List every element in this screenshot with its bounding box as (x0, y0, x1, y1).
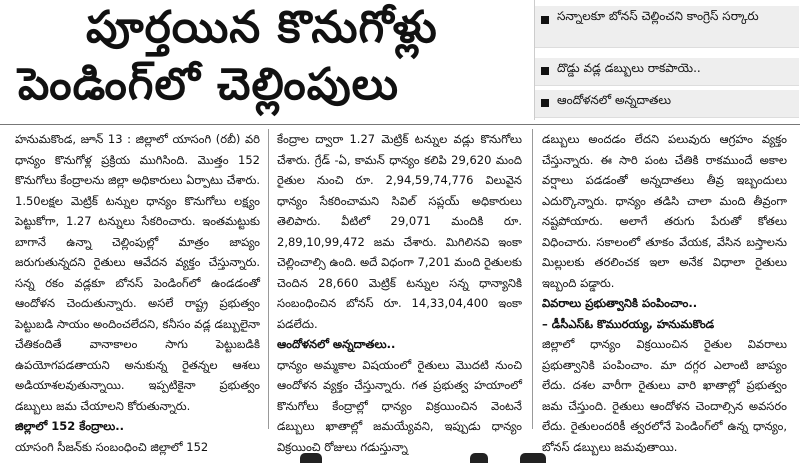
article-paragraph: ధాన్యం అమ్మకాల విషయంలో రైతులు మొదటి నుంచి ఆందోళన వ్యక్తం చేస్తున్నారు. గత ప్రభుత్వ హయాంలో కొనుగోలు కేంద్రాల్లో ధాన్యం విక్రయించిన వెంటనే డబ్బులు ఖాతాల్లో జమయ్యేవని, ఇప్పుడు ధాన్యం విక్రయించి రోజులు గడుస్తున్నా (277, 357, 522, 454)
headline-divider (0, 124, 800, 125)
highlight-label: దొడ్డు వడ్ల డబ్బులు రాకపాయె.. (557, 61, 701, 75)
article-paragraph: హనుమకొండ, జూన్ 13 : జిల్లాలో యాసంగి (రబీ) వరి ధాన్యం కొనుగోళ్ల ప్రక్రియ ముగిసింది. మొత్తం 152 కొనుగోలు కేంద్రాలను జిల్లా అధికారులు ఏర్పాటు చేశారు. 1.50లక్షల మెట్రిక్ టన్నుల ధాన్యం కొనుగోలు లక్ష్యం పెట్టుకోగా, 1.27 టన్నులు సేకరించారు. ఇంతమట్టుకు బాగానే ఉన్నా చెల్లింపుల్లో మాత్రం జాప్యం జరుగుతున్నదని రైతులు ఆవేదన వ్యక్తం చేస్తున్నారు. సన్న రకం వడ్లకూ బోనస్ పెండింగ్‌లో ఉండడంతో ఆందోళన చెందుతున్నారు. అసలే రాష్ట్ర ప్రభుత్వం పెట్టుబడి సాయం అందించలేదని, కనీసం వడ్ల డబ్బులైనా చేతికందితే వానాకాలం సాగు పెట్టుబడికి ఉపయోగపడతాయని అనుకున్న రైతన్నల ఆశలు అడియాశలవుతున్నాయి. ఇప్పటికైనా ప్రభుత్వం డబ్బులు జమ చేయాలని కోరుతున్నారు. (15, 132, 260, 413)
headline-block (0, 0, 530, 120)
column-divider (268, 129, 269, 429)
section-subhead: వివరాలు ప్రభుత్వానికి పంపించాం.. (542, 296, 698, 310)
highlights-sidebar (534, 0, 800, 120)
article-column-3 (542, 129, 787, 457)
highlight-item-3 (535, 90, 799, 118)
article-column-1 (15, 129, 260, 457)
column-divider (532, 129, 533, 429)
article-paragraph: జిల్లాలో ధాన్యం విక్రయించిన రైతుల వివరాలు ప్రభుత్వానికి పంపించాం. మా దగ్గర ఎలాంటి జాప్యం లేదు. దశల వారీగా రైతులు వారి ఖాతాల్లో ప్రభుత్వం జమ చేస్తుంది. రైతులు ఆందోళన చెందాల్సిన అవసరం లేదు. రైతులందరికీ త్వరలోనే పెండింగ్‌లో ఉన్న ధాన్యం, బోనస్ డబ్బులు జమవుతాయి. (542, 337, 787, 454)
cropped-glyph (470, 453, 488, 463)
square-bullet-icon (541, 99, 549, 107)
square-bullet-icon (541, 16, 549, 24)
highlight-label: ఆందోళనలో అన్నదాతలు (557, 93, 672, 107)
headline-line-1: పూర్తయిన కొనుగోళ్లు (86, 2, 438, 53)
article-paragraph: యాసంగి సీజన్‌కు సంబంధించి జిల్లాలో 152 (15, 439, 209, 454)
square-bullet-icon (541, 67, 549, 75)
section-subhead: జిల్లాలో 152 కేంద్రాలు.. (15, 419, 124, 433)
article-column-2 (277, 129, 522, 457)
headline-line-2: పెండింగ్‌లో చెల్లింపులు (18, 59, 400, 110)
article-paragraph: డబ్బులు అందడం లేదని పలువురు ఆగ్రహం వ్యక్తం చేస్తున్నారు. ఈ సారి పంట చేతికి రాకముందే అకాల వర్షాలు పడడంతో అన్నదాతలు తీవ్ర ఇబ్బందులు ఎదుర్కొన్నారు. ధాన్యం తడిసి చాలా మంది తీవ్రంగా నష్టపోయారు. అలాగే తరుగు పేరుతో కోతలు విధించారు. సకాలంలో తూకం వేయక, వేసిన బస్తాలను మిల్లులకు తరలించక ఇలా అనేక విధాలా రైతులు ఇబ్బంది పడ్డారు. (542, 132, 787, 290)
highlight-item-1 (535, 6, 799, 48)
cropped-glyph (520, 453, 546, 463)
highlight-item-2 (535, 58, 799, 86)
next-article-strip (0, 448, 800, 463)
highlight-label: సన్నాలకూ బోనస్ చెల్లించని కాంగ్రెస్ సర్కారు (557, 9, 759, 23)
cropped-glyph (300, 453, 322, 463)
article-paragraph: కేంద్రాల ద్వారా 1.27 మెట్రిక్ టన్నుల వడ్లు కొనుగోలు చేశారు. గ్రేడ్ -ఏ, కామన్ ధాన్యం కలిపి 29,620 మంది రైతుల నుంచి రూ. 2,94,59,74,776 విలువైన ధాన్యం సేకరించామని సివిల్ సప్లయ్ అధికారులు తెలిపారు. వీటిలో 29,071 మందికి రూ. 2,89,10,99,472 జమ చేశారు. మిగిలినవి ఇంకా చెల్లించాల్సి ఉంది. అదే విధంగా 7,201 మంది రైతులకు చెందిన 28,660 మెట్రిక్ టన్నుల సన్న ధాన్యానికి సంబంధించిన బోనస్ రూ. 14,33,04,400 ఇంకా పడలేదు. (277, 132, 522, 331)
byline: – డీసీఎస్‌ఓ కొమురయ్య, హనుమకొండ (542, 316, 715, 331)
section-subhead: ఆందోళనలో అన్నదాతలు.. (277, 337, 396, 351)
